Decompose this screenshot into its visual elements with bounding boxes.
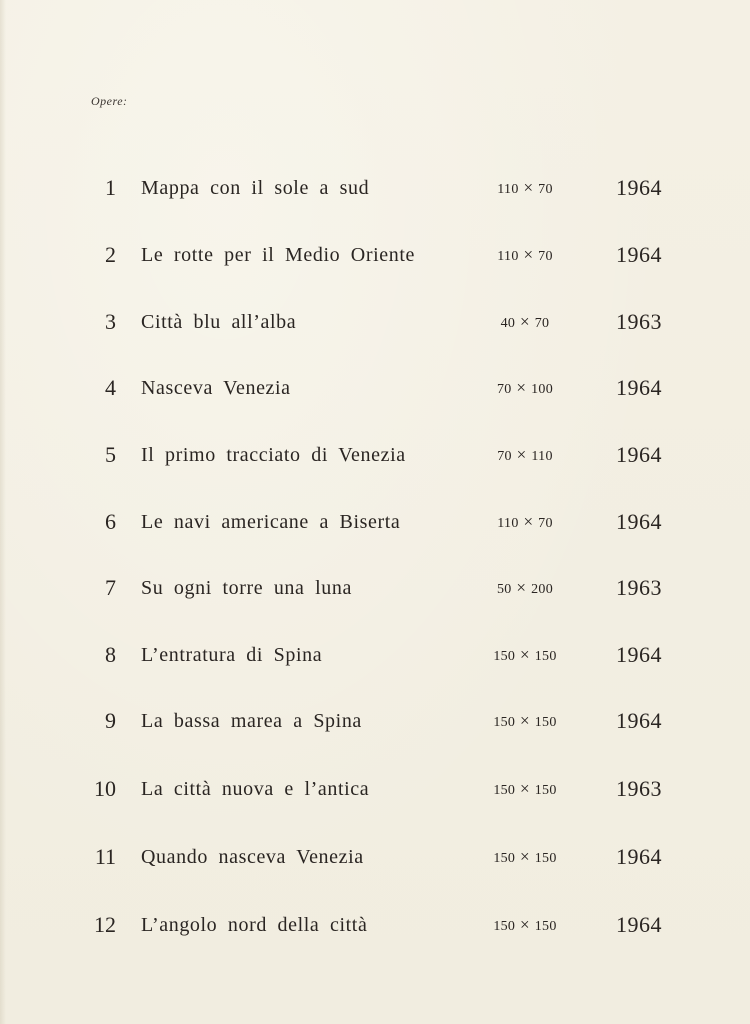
- work-dimensions: [478, 168, 572, 210]
- dimension-height: 150: [534, 649, 557, 664]
- dimension-width: 150: [493, 783, 516, 798]
- dimension-height: 70: [538, 182, 553, 197]
- dimension-height: 150: [534, 851, 557, 866]
- work-dimensions: [478, 905, 572, 947]
- work-title: Quando nasceva Venezia: [141, 846, 364, 868]
- work-row: [0, 701, 750, 741]
- work-row: [0, 302, 750, 342]
- dimension-width: 150: [493, 919, 516, 934]
- times-sign: ×: [523, 178, 534, 197]
- work-year: 1964: [616, 375, 662, 400]
- work-dimensions: [478, 502, 572, 544]
- dimension-width: 150: [493, 715, 516, 730]
- work-row: [0, 502, 750, 542]
- work-number: 5: [105, 442, 116, 467]
- dimension-height: 150: [534, 919, 557, 934]
- dimension-height: 150: [534, 783, 557, 798]
- dimension-width: 40: [500, 316, 516, 331]
- times-sign: ×: [516, 378, 527, 397]
- work-year: 1964: [616, 844, 662, 869]
- dimension-width: 50: [496, 582, 512, 597]
- work-row: [0, 905, 750, 945]
- dimension-height: 110: [531, 449, 553, 464]
- work-number: 2: [105, 242, 116, 267]
- work-year: 1964: [616, 708, 662, 733]
- work-dimensions: [478, 568, 572, 610]
- work-year: 1964: [616, 912, 662, 937]
- times-sign: ×: [523, 245, 534, 264]
- work-number: 8: [105, 642, 116, 667]
- times-sign: ×: [520, 779, 530, 798]
- work-dimensions: [478, 701, 572, 743]
- dimension-width: 150: [493, 851, 516, 866]
- work-title: La bassa marea a Spina: [141, 710, 362, 732]
- dimension-height: 100: [531, 382, 554, 397]
- work-number: 12: [94, 912, 116, 937]
- work-title: Mappa con il sole a sud: [141, 177, 370, 199]
- dimension-width: 110: [497, 182, 519, 197]
- work-dimensions: [478, 302, 572, 344]
- work-dimensions: [478, 769, 572, 811]
- work-dimensions: [478, 837, 572, 879]
- work-year: 1964: [616, 175, 662, 200]
- work-title: L’entratura di Spina: [141, 644, 323, 666]
- work-year: 1963: [616, 575, 662, 600]
- work-number: 4: [105, 375, 116, 400]
- work-title: Le navi americane a Biserta: [141, 511, 401, 533]
- work-number: 1: [105, 175, 116, 200]
- dimension-width: 70: [496, 382, 512, 397]
- times-sign: ×: [516, 445, 527, 464]
- work-number: 3: [105, 309, 116, 334]
- times-sign: ×: [520, 312, 530, 331]
- work-year: 1964: [616, 242, 662, 267]
- work-year: 1964: [616, 442, 662, 467]
- dimension-height: 200: [531, 582, 554, 597]
- work-title: Nasceva Venezia: [141, 377, 291, 399]
- work-number: 9: [105, 708, 116, 733]
- work-number: 7: [105, 575, 116, 600]
- work-year: 1963: [616, 309, 662, 334]
- work-row: [0, 769, 750, 809]
- work-title: Città blu all’alba: [141, 311, 297, 333]
- works-heading: Opere:: [91, 94, 128, 108]
- work-title: La città nuova e l’antica: [141, 778, 370, 800]
- work-row: [0, 837, 750, 877]
- times-sign: ×: [523, 512, 534, 531]
- work-dimensions: [478, 235, 572, 277]
- work-year: 1964: [616, 509, 662, 534]
- work-number: 11: [94, 844, 116, 869]
- work-row: [0, 168, 750, 208]
- times-sign: ×: [520, 847, 530, 866]
- dimension-width: 150: [493, 649, 516, 664]
- work-year: 1963: [616, 776, 662, 801]
- dimension-width: 110: [497, 516, 519, 531]
- dimension-width: 110: [497, 249, 519, 264]
- dimension-height: 70: [538, 249, 553, 264]
- times-sign: ×: [520, 711, 530, 730]
- work-row: [0, 435, 750, 475]
- work-dimensions: [478, 435, 572, 477]
- times-sign: ×: [520, 645, 530, 664]
- work-title: L’angolo nord della città: [141, 914, 368, 936]
- work-year: 1964: [616, 642, 662, 667]
- dimension-height: 150: [534, 715, 557, 730]
- times-sign: ×: [520, 915, 530, 934]
- work-number: 10: [94, 776, 116, 801]
- work-dimensions: [478, 635, 572, 677]
- work-title: Il primo tracciato di Venezia: [141, 444, 406, 466]
- dimension-height: 70: [534, 316, 550, 331]
- work-row: [0, 368, 750, 408]
- dimension-width: 70: [497, 449, 512, 464]
- work-row: [0, 568, 750, 608]
- work-title: Su ogni torre una luna: [141, 577, 352, 599]
- dimension-height: 70: [538, 516, 553, 531]
- times-sign: ×: [516, 578, 527, 597]
- work-title: Le rotte per il Medio Oriente: [141, 244, 415, 266]
- work-row: [0, 235, 750, 275]
- work-number: 6: [105, 509, 116, 534]
- work-dimensions: [478, 368, 572, 410]
- work-row: [0, 635, 750, 675]
